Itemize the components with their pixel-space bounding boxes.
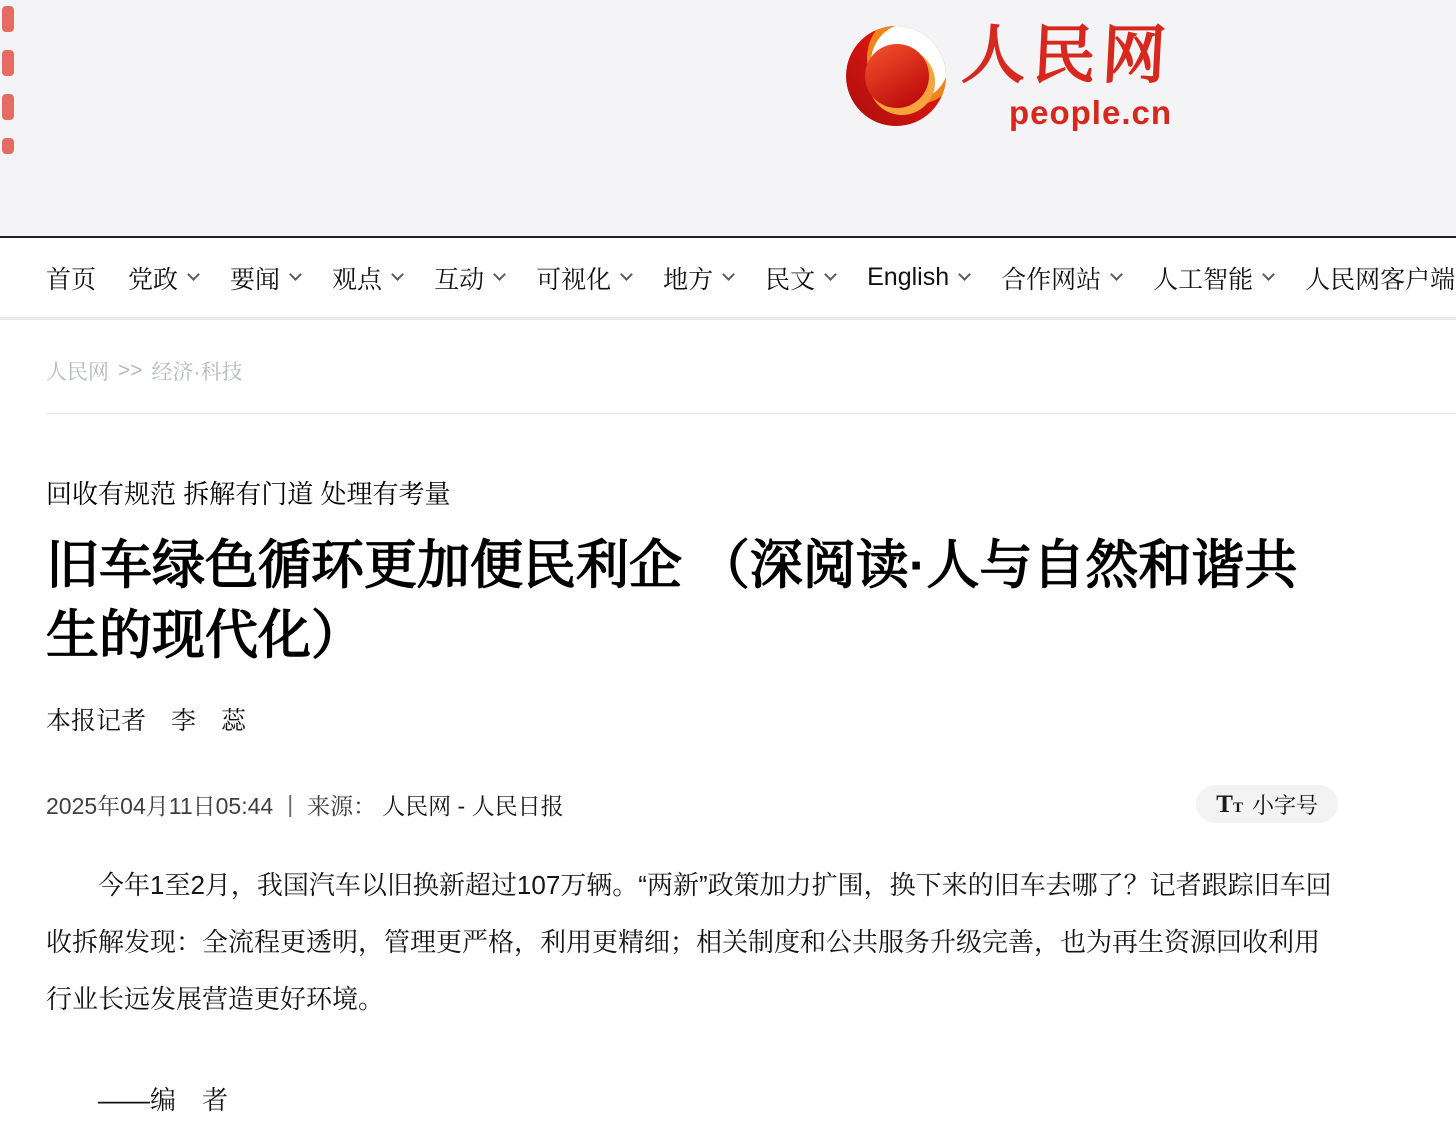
article-paragraph: 今年1至2月，我国汽车以旧换新超过107万辆。“两新”政策加力扩围，换下来的旧车去哪了？记者跟踪旧车回收拆解发现：全流程更透明，管理更严格，利用更精细；相关制度和公共服务升级完善，也为再生资源回收利用行业长远发展营造更好环境。 [46,870,1332,1014]
logo-domain: people.cn [1008,94,1172,131]
chevron-down-icon [824,268,837,281]
font-size-icon-large: T [1216,790,1233,818]
decoration-dot [2,138,14,154]
font-size-button-label: 小字号 [1251,792,1318,818]
nav-item-label: 互动 [434,265,485,294]
nav-item[interactable] [46,260,96,296]
nav-item[interactable] [434,260,504,296]
breadcrumb-separator: >> [118,359,143,382]
page-edge-decoration [2,6,18,154]
breadcrumb-section-link[interactable]: 经济·科技 [151,361,243,384]
article-kicker: 回收有规范 拆解有门道 处理有考量 [46,479,451,509]
article [0,477,1456,1129]
site-header [0,0,1456,238]
nav-item[interactable] [1001,260,1121,296]
article-meta-row [46,785,1338,823]
section-divider [46,413,1456,414]
nav-item[interactable] [765,260,835,296]
nav-item[interactable] [332,260,402,296]
nav-item[interactable] [128,260,198,296]
nav-item-label: 民文 [765,265,816,294]
logo-text [962,16,1172,130]
meta-separator: | [287,790,294,817]
article-paragraph: ——编 者 [98,1085,229,1115]
nav-item-label: 观点 [332,265,383,294]
chevron-down-icon [391,268,404,281]
source-link[interactable]: 人民网 - 人民日报 [382,792,564,819]
nav-item-label: 人民网客户端 [1305,265,1456,294]
decoration-dot [2,50,14,76]
publish-date: 2025年04月11日05:44 [46,792,274,819]
chevron-down-icon [1262,268,1275,281]
chevron-down-icon [620,268,633,281]
font-size-button[interactable] [1196,785,1338,823]
nav-item-label: 首页 [46,265,97,294]
nav-item[interactable] [1305,260,1455,296]
logo-site-name: 人民网 [960,19,1174,91]
nav-item[interactable] [867,263,969,292]
chevron-down-icon [493,268,506,281]
chevron-down-icon [722,268,735,281]
chevron-down-icon [1110,268,1123,281]
nav-item-label: English [867,263,950,291]
nav-item-label: 人工智能 [1153,265,1254,294]
article-body [46,857,1342,1129]
font-size-icon [1216,792,1243,817]
nav-item-label: 要闻 [230,265,281,294]
globe-swirl-icon [846,16,948,130]
decoration-dot [2,6,14,32]
font-size-icon-small: T [1232,799,1243,816]
nav-item[interactable] [1153,260,1273,296]
breadcrumb-site-link[interactable]: 人民网 [46,361,109,384]
nav-item-label: 合作网站 [1001,265,1102,294]
chevron-down-icon [289,268,302,281]
article-meta [46,788,564,821]
chevron-down-icon [958,268,971,281]
nav-item[interactable] [536,260,631,296]
people-cn-logo[interactable] [846,16,1172,130]
decoration-dot [2,94,14,120]
nav-item[interactable] [663,260,733,296]
nav-item-label: 党政 [128,265,179,294]
source-label: 来源： [307,792,377,819]
article-title: 旧车绿色循环更加便民利企 （深阅读·人与自然和谐共生的现代化） [46,536,1298,665]
nav-item[interactable] [230,260,300,296]
main-navigation [0,238,1456,320]
nav-item-label: 可视化 [536,265,612,294]
chevron-down-icon [187,268,200,281]
nav-item-label: 地方 [663,265,714,294]
breadcrumb [0,320,1456,386]
article-byline: 本报记者 李 蕊 [46,707,247,735]
